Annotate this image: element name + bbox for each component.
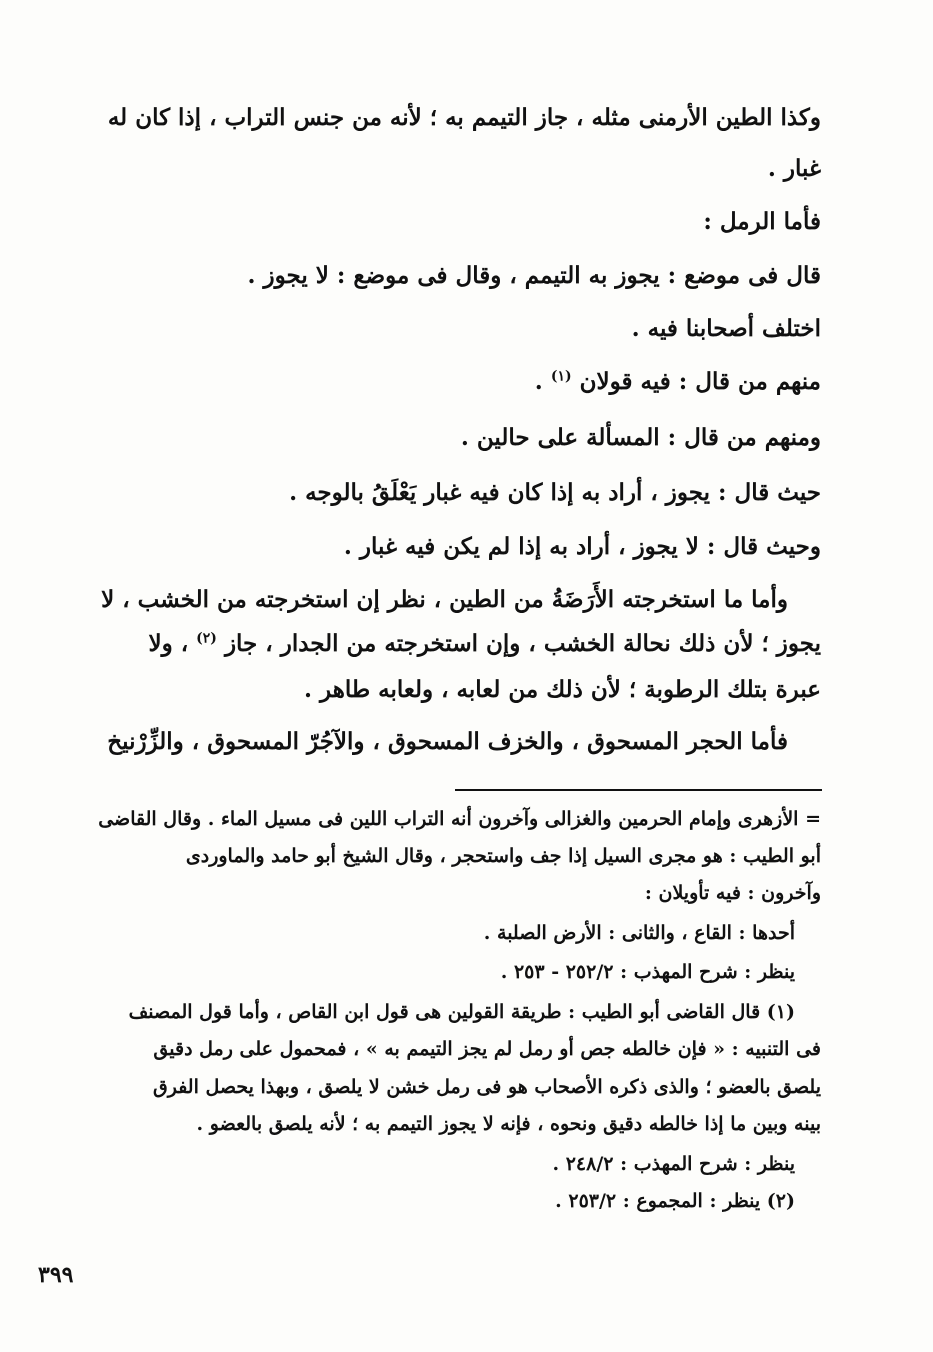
text-segment: منهم من قال : فيه قولان [579, 368, 821, 395]
main-text-line: ومنهم من قال : المسألة على حالين . [460, 424, 821, 451]
footnote-line: أحدها : القاع ، والثانى : الأرض الصلبة . [483, 922, 795, 944]
footnote-line: = الأزهرى وإمام الحرمين والغزالى وآخرون أنه التراب اللين فى مسيل الماء . وقال القاضى [98, 808, 821, 830]
main-text-line: وحيث قال : لا يجوز ، أراد به إذا لم يكن فيه غبار . [343, 533, 821, 560]
footnote-line: ينظر : شرح المهذب : ٢٤٨/٢ . [552, 1153, 795, 1175]
footnote-line: (٢) ينظر : المجموع : ٢٥٣/٢ . [555, 1190, 795, 1212]
main-text-line: غبار . [767, 155, 821, 182]
main-text-line: عبرة بتلك الرطوبة ؛ لأن ذلك من لعابه ، ولعابه طاهر . [304, 676, 821, 703]
footnote-line: أبو الطيب : هو مجرى السيل إذا جف واستحجر ، وقال الشيخ أبو حامد والماوردى [185, 845, 821, 867]
footnote-separator [455, 789, 822, 791]
main-text-line [535, 368, 821, 395]
main-text-line: اختلف أصحابنا فيه . [631, 315, 821, 342]
footnote-line: وآخرون : فيه تأويلان : [644, 882, 821, 904]
footnote-line: بينه وبين ما إذا خالطه دقيق ونحوه ، فإنه لا يجوز التيمم به ؛ لأنه يلصق بالعضو . [196, 1113, 821, 1135]
footnote-ref: (١) [550, 368, 572, 385]
main-text-line [148, 630, 821, 657]
text-segment: . [534, 368, 543, 395]
footnote-line: فى التنبيه : « فإن خالطه جص أو رمل لم يجز التيمم به » ، فمحمول على رمل دقيق [153, 1038, 821, 1060]
text-segment: ، ولا [148, 630, 189, 657]
footnote-line: ينظر : شرح المهذب : ٢٥٢/٢ - ٢٥٣ . [500, 961, 795, 983]
main-text-line: وكذا الطين الأرمنى مثله ، جاز التيمم به ؛ لأنه من جنس التراب ، إذا كان له [107, 104, 821, 131]
text-segment: يجوز ؛ لأن ذلك نحالة الخشب ، وإن استخرجته من الجدار ، جاز [224, 630, 821, 657]
main-text-line: فأما الرمل : [703, 208, 821, 235]
footnote-line: يلصق بالعضو ؛ والذى ذكره الأصحاب هو فى رمل خشن لا يلصق ، وبهذا يحصل الفرق [152, 1076, 821, 1098]
footnote-line: (١) قال القاضى أبو الطيب : طريقة القولين هى قول ابن القاص ، وأما قول المصنف [128, 1001, 795, 1023]
main-text-line: وأما ما استخرجته الأَرَضَةُ من الطين ، نظر إن استخرجته من الخشب ، لا [101, 586, 788, 613]
main-text-line: حيث قال : يجوز ، أراد به إذا كان فيه غبار يَعْلَقُ بالوجه . [289, 479, 821, 506]
main-text-line: قال فى موضع : يجوز به التيمم ، وقال فى موضع : لا يجوز . [247, 262, 821, 289]
main-text-line: فأما الحجر المسحوق ، والخزف المسحوق ، والآجُرّ المسحوق ، والزِّرْنيخ [107, 728, 788, 755]
page-number: ٣٩٩ [38, 1262, 74, 1288]
footnote-ref: (٢) [196, 630, 217, 647]
